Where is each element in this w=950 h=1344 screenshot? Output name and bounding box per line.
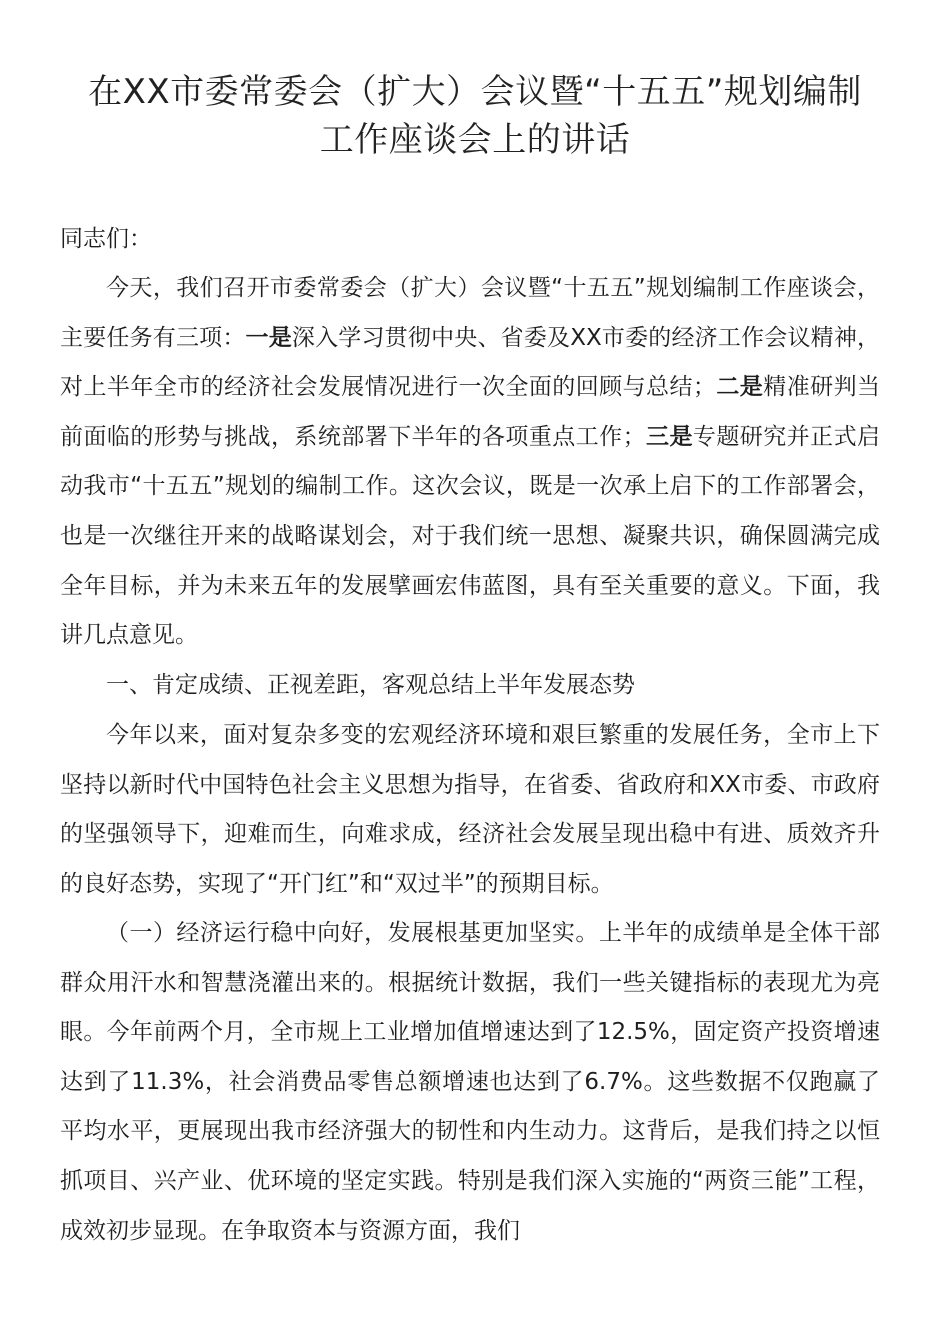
paragraph-economy-text: （一）经济运行稳中向好，发展根基更加坚实。上半年的成绩单是全体干部群众用汗水和智慧浇灌出来的。根据统计数据，我们一些关键指标的表现尤为亮眼。今年前两个月，全市规上工业增加值增速达到了12.5%，固定资产投资增速达到了11.3%，社会消费品零售总额增速也达到了6.7%。这些数据不仅跑赢了平均水平，更展现出我市经济强大的韧性和内生动力。这背后，是我们持之以恒抓项目、兴产业、优环境的坚定实践。特别是我们深入实施的“两资三能”工程，成效初步显现。在争取资本与资源方面，我们 (60, 920, 880, 1244)
paragraph-overview-text: 今年以来，面对复杂多变的宏观经济环境和艰巨繁重的发展任务，全市上下坚持以新时代中国特色社会主义思想为指导，在省委、省政府和XX市委、市政府的坚强领导下，迎难而生，向难求成，经济社会发展呈现出稳中有进、质效齐升的良好态势，实现了“开门红”和“双过半”的预期目标。 (60, 722, 880, 897)
intro-bold-2: 二是 (715, 374, 764, 401)
paragraph-intro (60, 264, 880, 661)
document-title-line2: 工作座谈会上的讲话 (319, 120, 631, 160)
intro-text-4: 专题研究并正式启动我市“十五五”规划的编制工作。这次会议，既是一次承上启下的工作部署会，也是一次继往开来的战略谋划会，对于我们统一思想、凝聚共识，确保圆满完成全年目标，并为未来五年的发展擘画宏伟蓝图，具有至关重要的意义。下面，我讲几点意见。 (60, 423, 881, 649)
section-heading-1-text: 一、肯定成绩、正视差距，客观总结上半年发展态势 (106, 672, 635, 698)
document-title-line1: 在XX市委常委会（扩大）会议暨“十五五”规划编制 (88, 72, 862, 112)
paragraph-intro-text (60, 264, 880, 661)
paragraph-overview (60, 711, 880, 909)
paragraph-economy (60, 909, 880, 1256)
intro-text-3: 精准研判当前面临的形势与挑战，系统部署下半年的各项重点工作； (60, 374, 881, 450)
intro-text-2: 深入学习贯彻中央、省委及XX市委的经济工作会议精神，对上半年全市的经济社会发展情况进行一次全面的回顾与总结； (60, 324, 881, 401)
intro-bold-3: 三是 (645, 423, 693, 450)
intro-text-1: 今天，我们召开市委常委会（扩大）会议暨“十五五”规划编制工作座谈会，主要任务有三项： (60, 275, 880, 351)
greeting-text: 同志们： (60, 226, 152, 252)
intro-bold-1: 一是 (245, 324, 292, 351)
greeting (60, 215, 880, 265)
section-heading-1 (60, 661, 880, 711)
